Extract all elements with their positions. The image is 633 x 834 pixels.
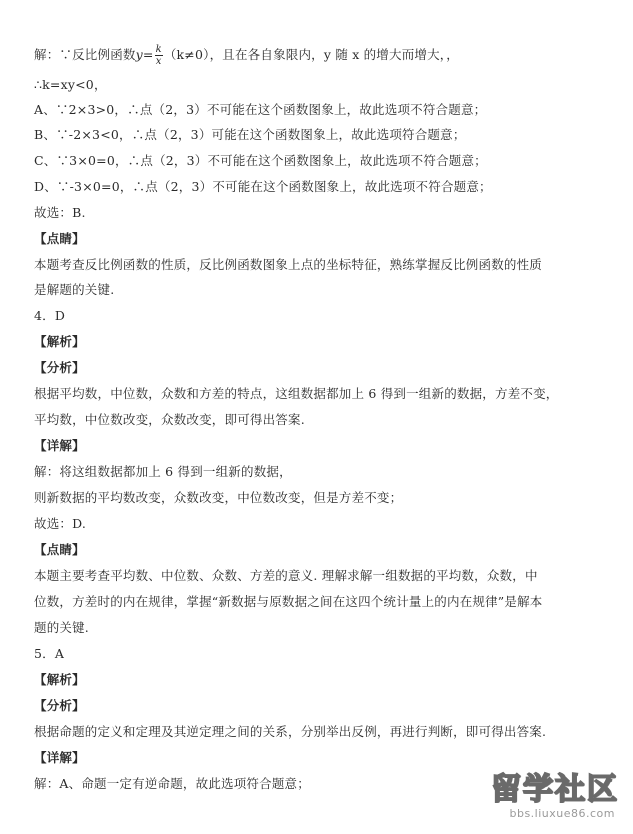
- fraction-k-over-x: [155, 44, 163, 67]
- site-watermark: [444, 764, 619, 820]
- answer-line: 故选：D.: [34, 516, 87, 531]
- section-heading: 【点睛】: [34, 542, 85, 557]
- option-c-line: C、∵3×0=0，∴点（2，3）不可能在这个函数图象上，故此选项不符合题意；: [34, 153, 487, 168]
- variable-y: y: [135, 47, 143, 62]
- solution-line-function: [34, 44, 459, 67]
- section-heading: 【分析】: [34, 698, 85, 713]
- section-heading: 【详解】: [34, 438, 85, 453]
- comment-line: 本题主要考查平均数、中位数、众数、方差的意义. 理解求解一组数据的平均数，众数，中: [34, 568, 538, 583]
- analysis-line: 根据命题的定义和定理及其逆定理之间的关系，分别举出反例，再进行判断，即可得出答案.: [34, 724, 547, 739]
- question-number: 5．A: [34, 646, 65, 661]
- section-heading: 【详解】: [34, 750, 85, 765]
- option-a-line: A、∵2×3>0，∴点（2，3）不可能在这个函数图象上，故此选项不符合题意；: [34, 102, 487, 117]
- watermark-url: bbs.liuxue86.com: [509, 807, 615, 820]
- option-b-line: B、∵-2×3<0，∴点（2，3）可能在这个函数图象上，故此选项符合题意；: [34, 127, 466, 142]
- solution-line-k: ∴k=xy<0，: [34, 77, 107, 92]
- answer-line: 故选：B.: [34, 205, 86, 220]
- section-heading: 【解析】: [34, 672, 85, 687]
- analysis-line: 平均数，中位数改变，众数改变，即可得出答案.: [34, 412, 305, 427]
- watermark-logo: 留学社区: [491, 772, 619, 807]
- comment-line: 是解题的关键.: [34, 282, 115, 297]
- question-number: 4．D: [34, 308, 66, 323]
- comment-line: 题的关键.: [34, 620, 89, 635]
- fraction-numerator: k: [155, 44, 162, 55]
- section-heading: 【分析】: [34, 360, 85, 375]
- comment-line: 本题考查反比例函数的性质，反比例函数图象上点的坐标特征，熟练掌握反比例函数的性质: [34, 257, 543, 272]
- analysis-line: 根据平均数，中位数，众数和方差的特点，这组数据都加上 6 得到一组新的数据，方差不变，: [34, 386, 559, 401]
- solution-line: 解：A、命题一定有逆命题，故此选项符合题意；: [34, 776, 310, 791]
- equals-sign: =: [142, 47, 154, 62]
- text-segment: （k≠0），且在各自象限内，y 随 x 的增大而增大，，: [163, 47, 459, 62]
- solution-line: 解：将这组数据都加上 6 得到一组新的数据，: [34, 464, 292, 479]
- fraction-denominator: x: [155, 56, 162, 67]
- text-segment: 解：∵反比例函数: [34, 47, 136, 62]
- section-heading: 【点睛】: [34, 231, 85, 246]
- solution-line: 则新数据的平均数改变，众数改变，中位数改变，但是方差不变；: [34, 490, 403, 505]
- comment-line: 位数，方差时的内在规律，掌握“新数据与原数据之间在这四个统计量上的内在规律”是解本: [34, 594, 543, 609]
- section-heading: 【解析】: [34, 334, 85, 349]
- option-d-line: D、∵-3×0=0，∴点（2，3）不可能在这个函数图象上，故此选项不符合题意；: [34, 179, 492, 194]
